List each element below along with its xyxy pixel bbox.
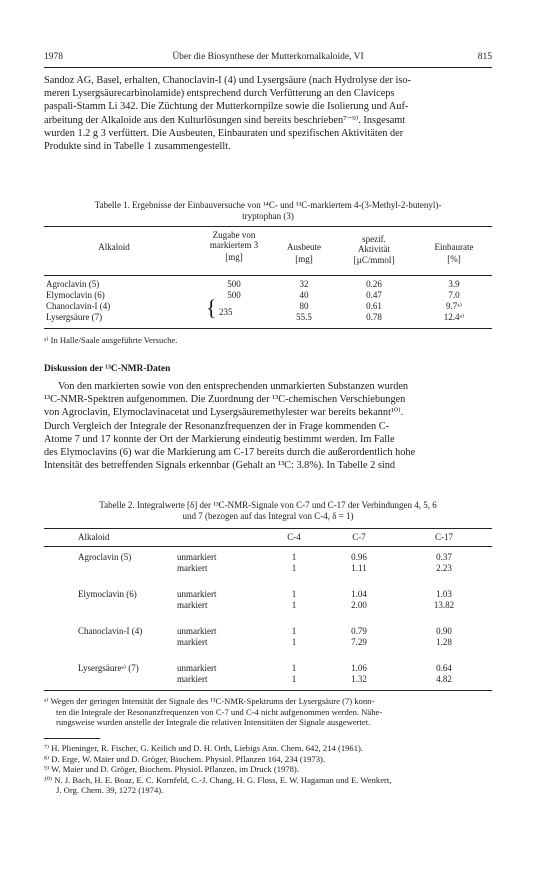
references — [44, 743, 492, 796]
table1-mid-rule — [44, 275, 492, 276]
section-heading: Diskussion der ¹³C-NMR-Daten — [44, 364, 171, 374]
table1-body — [44, 279, 492, 327]
running-header — [44, 52, 492, 66]
table-row: Chanoclavin-I (4) 80 0.61 9.7ᵃ⁾ — [46, 301, 462, 311]
header-year: 1978 — [44, 52, 63, 62]
table2-footnote: ᵃ⁾ Wegen der geringen Intensität der Signale des ¹³C-NMR-Spektrums der Lysergsäure (7) konn- ten die Integrale der Resonanzfrequenzen von C-7 und C-4 nicht aufgenommen werden. Nähe- rungsweise wurden anstelle der Integrale die relativen Intensitäten der Signale ausgewertet. — [44, 696, 383, 727]
reference-item: ¹⁰⁾ N. J. Bach, H. E. Boaz, E. C. Kornfeld, C.-J. Chang, H. G. Floss, E. W. Hagaman und E. Wenkert, — [44, 774, 392, 785]
table2-caption: Tabelle 2. Integralwerte [δ] der ¹³C-NMR-Signale von C-7 und C-17 der Verbindungen 4, 5, 6 und 7 (bezogen auf das Integral von C-4, δ = 1) — [99, 500, 437, 521]
reference-item: ⁹⁾ W. Maier und D. Gröger, Biochem. Physiol. Pflanzen, im Druck (1978). — [44, 764, 299, 774]
intro-paragraph: Sandoz AG, Basel, erhalten, Chanoclavin-I (4) und Lysergsäure (nach Hydrolyse der iso- meren Lysergsäurecarbinolamide) entsprechend durch Verfütterung an den Claviceps paspali-Stamm Li 342. Die Züchtung der Mutterkornpilze sowie die Isolierung und Auf- arbeitung der Alkaloide aus den Kulturlösungen sind bereits beschrieben⁷⁻⁹⁾. Insgesamt wurden 1.2 g 3 verfüttert. Die Ausbeuten, Einbauraten und spezifischen Aktivitäten der Produkte sind in Tabelle 1 zusammengestellt. — [44, 75, 411, 153]
table2-top-rule — [44, 528, 492, 529]
brace-glyph: { — [206, 295, 217, 320]
table2-mid-rule — [44, 546, 492, 547]
header-title: Über die Biosynthese der Mutterkornalkaloide, VI — [172, 52, 364, 62]
table1-footnote: ᵃ⁾ In Halle/Saale ausgeführte Versuche. — [44, 335, 178, 345]
header-rule — [44, 67, 492, 68]
table-row: Agroclavin (5) 500 32 0.26 3.9 — [46, 279, 460, 289]
table2-bottom-rule — [44, 690, 492, 691]
shared-zugabe-value: 235 — [219, 307, 233, 317]
table1-top-rule — [44, 226, 492, 227]
reference-item: ⁷⁾ H. Plieninger, R. Fischer, G. Keilich und D. H. Orth, Liebigs Ann. Chem. 642, 214 (1961). — [44, 743, 364, 753]
discussion-paragraph: Von den markierten sowie von den entsprechenden unmarkierten Substanzen wurden ¹³C-NMR-Spektren aufgenommen. Die Zuordnung der ¹³C-chemischen Verschiebungen von Agroclavin, Elymoclavinacetat und Lysergsäuremethylester war bereits bekannt¹⁰⁾. Durch Vergleich der Integrale der Resonanzfrequenzen der in Frage kommenden C- Atome 7 und 17 konnte der Ort der Markierung eindeutig bestimmt werden. Im Falle des Elymoclavins (6) war die Markierung am C-17 bereits durch die außerordentlich hohe Intensität des betreffenden Signals erkennbar (Gehalt an ¹³C: 3.8%). In Tabelle 2 sind — [44, 381, 416, 472]
table1-bottom-rule — [44, 328, 492, 329]
table2-header: Alkaloid C-4 C-7 C-17 — [78, 532, 453, 542]
table-row: Elymoclavin (6) 500 40 0.47 7.0 — [46, 290, 460, 300]
table1-header: Alkaloid Zugabe von markiertem 3 [mg] Ausbeute [mg] spezif. Aktivität [µC/mmol] Einbaurate [%] — [98, 230, 474, 265]
reference-item: ⁸⁾ D. Erge, W. Maier und D. Gröger, Biochem. Physiol. Pflanzen 164, 234 (1973). — [44, 753, 325, 764]
table-row: Lysergsäure (7) 55.5 0.78 12.4ᵃ⁾ — [46, 312, 465, 322]
reference-item: J. Org. Chem. 39, 1272 (1974). — [56, 785, 164, 795]
header-page-number: 815 — [477, 52, 492, 62]
table2-body: Agroclavin (5) unmarkiert 1 0.96 0.37 markiert 1 1.11 2.23 Elymoclavin (6) unmarkiert 1 1.04 1.03 markiert 1 2.00 13.82 Chanoclavin-I (4) unmarkiert 1 0.79 0.90 markiert 1 7.29 1.28 Lysergsäureᵃ⁾ (7) unmarkiert 1 1.06 0.64 markiert 1 1.32 4.82 — [78, 552, 455, 684]
table1-caption: Tabelle 1. Ergebnisse der Einbauversuche von ¹⁴C- und ¹³C-markiertem 4-(3-Methyl-2-butenyl)- tryptophan (3) — [94, 200, 442, 221]
references-rule — [44, 738, 100, 739]
